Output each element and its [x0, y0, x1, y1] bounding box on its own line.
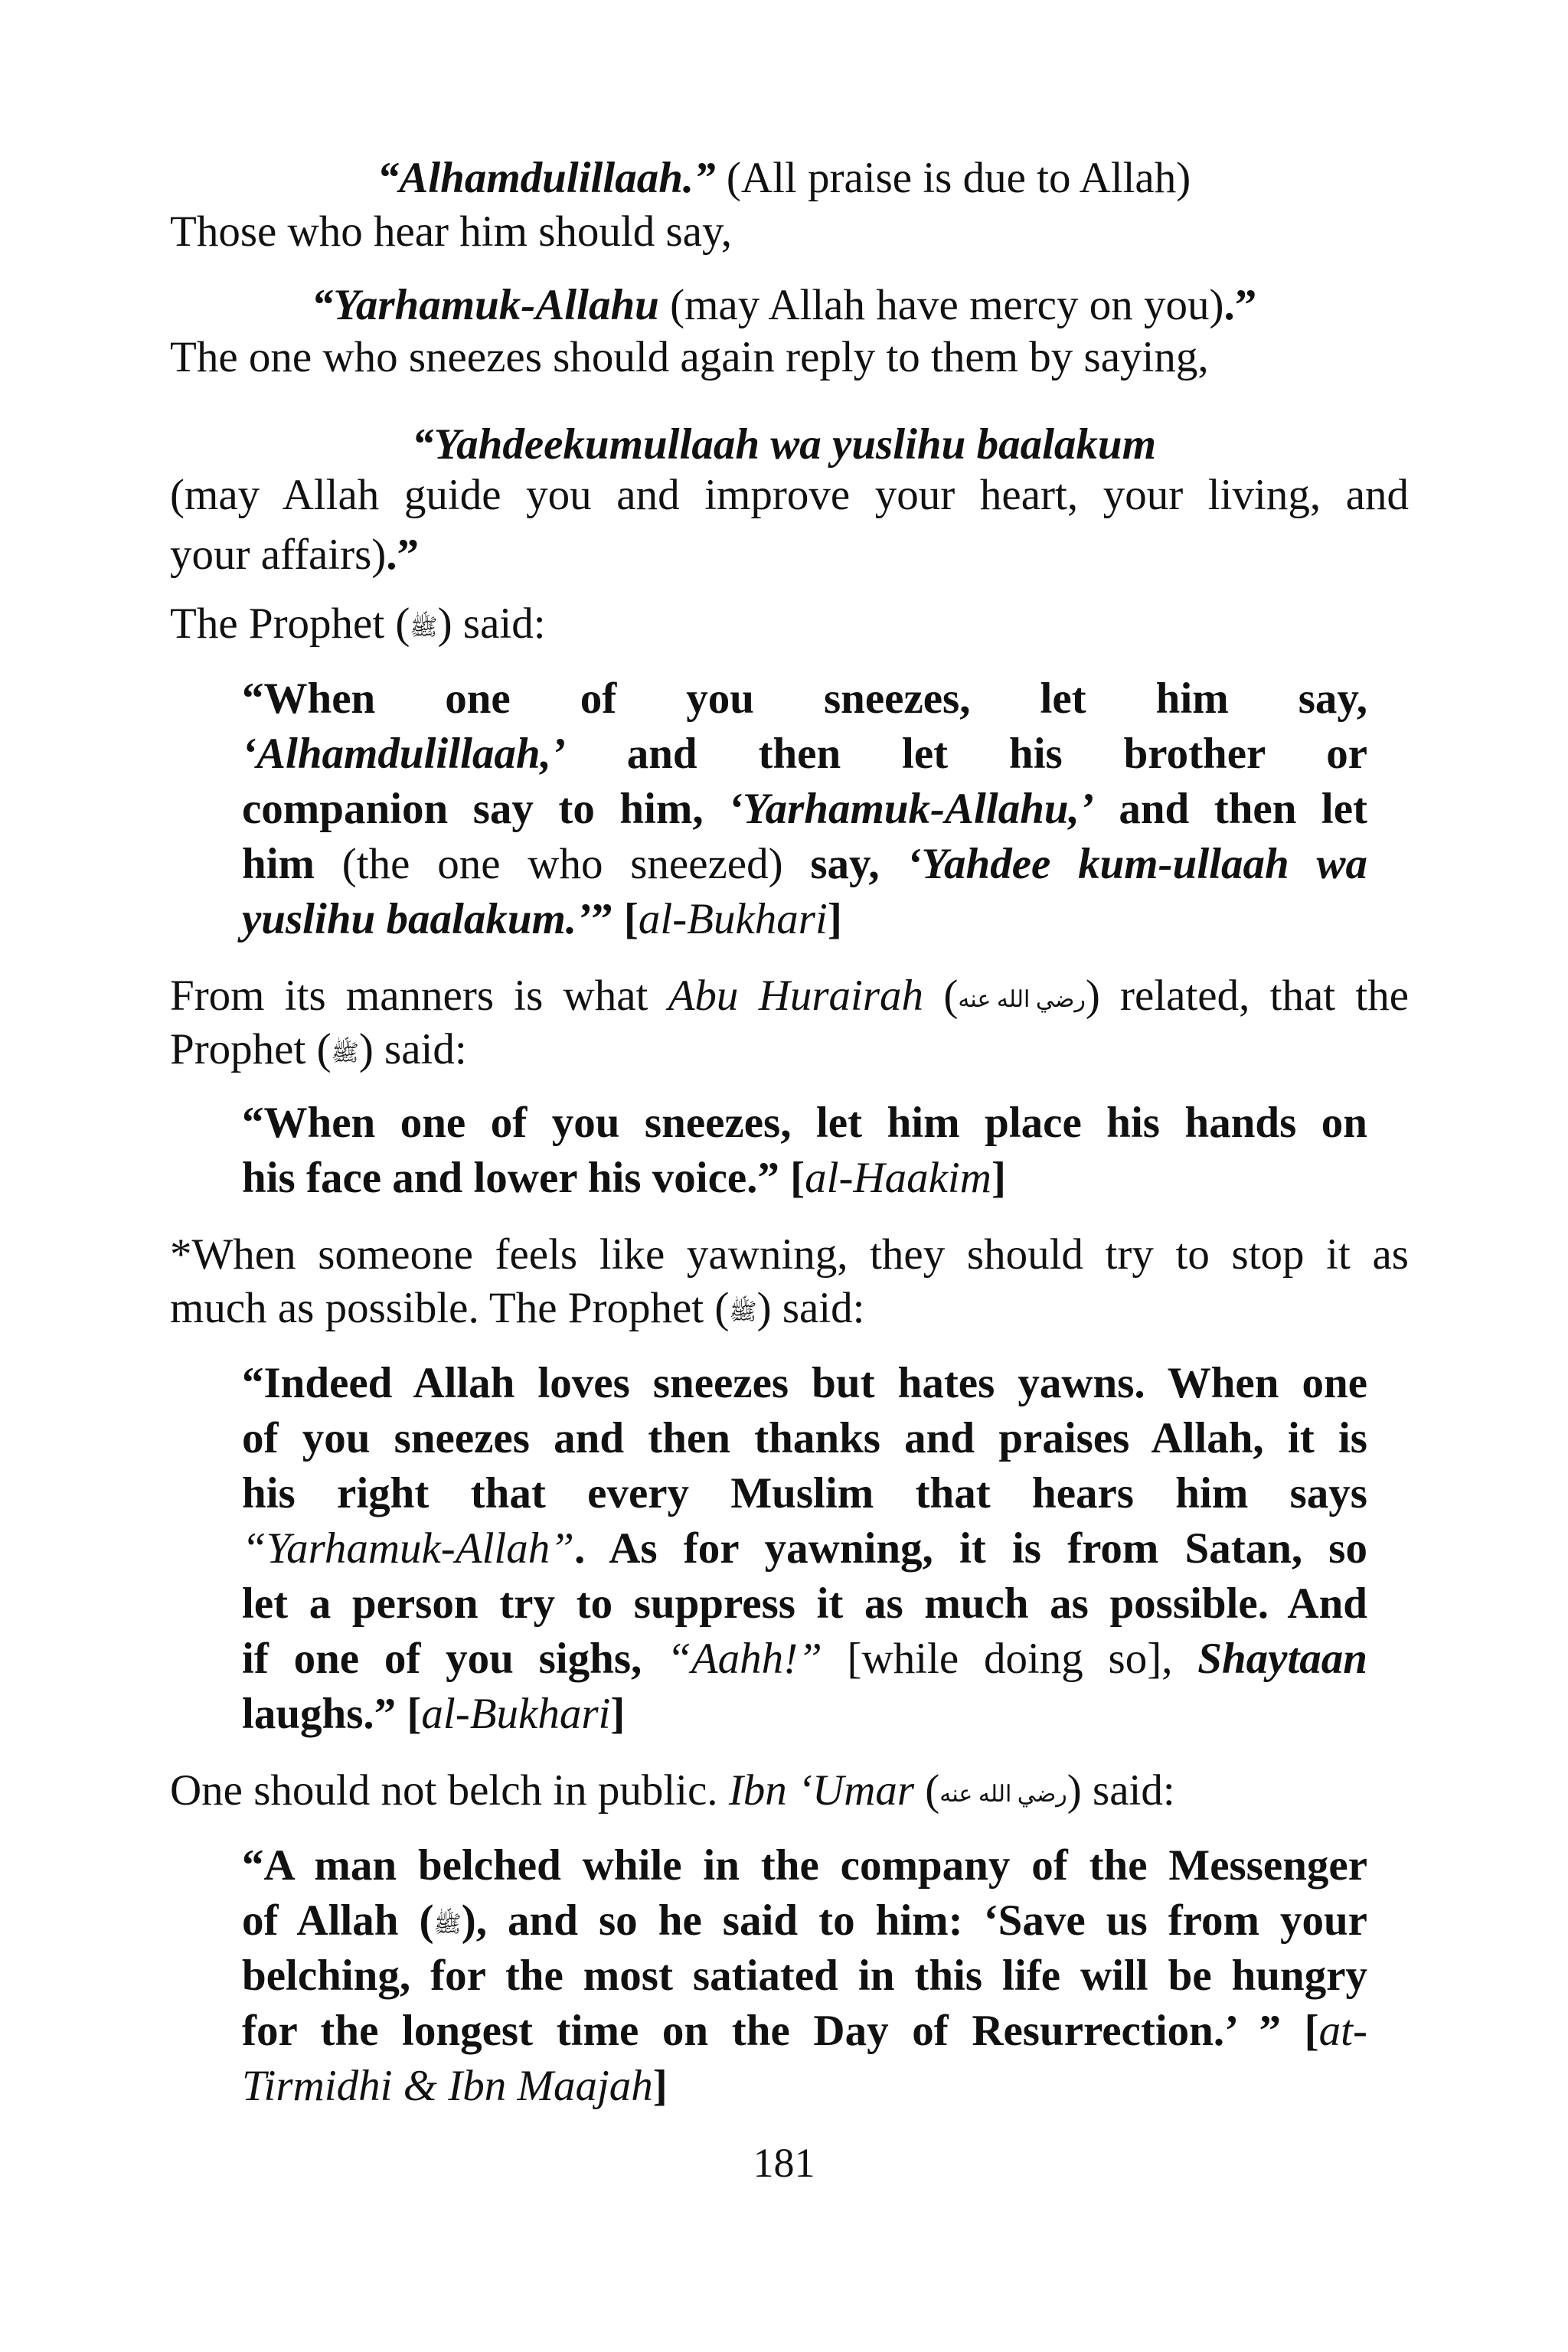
text-line — [170, 205, 732, 259]
hadith-quote-line — [242, 1632, 1367, 1686]
text-span: say, — [810, 840, 907, 888]
hadith-quote-line — [242, 727, 1367, 781]
text-line — [170, 1023, 467, 1076]
ra-honorific-icon: رضي الله عنه — [939, 1781, 1067, 1807]
arabic-phrase: Shaytaan — [1197, 1635, 1368, 1683]
text-span: for the longest time on the Day of Resurrection.’ ” [ — [242, 2007, 1319, 2055]
text-span: your affairs) — [170, 531, 387, 579]
text-span: ) said: — [756, 1284, 865, 1332]
text-span: ” [ — [591, 895, 639, 943]
text-span: much as possible. The Prophet ( — [170, 1284, 730, 1332]
source-citation: at- — [1318, 2007, 1367, 2055]
source-citation: al-Haakim — [805, 1154, 991, 1202]
text-span: Prophet ( — [170, 1025, 332, 1073]
hadith-quote-line — [242, 838, 1367, 891]
text-span: “When one of you sneezes, let him say, — [242, 675, 1367, 723]
hadith-quote-line — [242, 1152, 1367, 1205]
text-span: and then let his brother or — [565, 730, 1367, 778]
text-line — [170, 469, 1409, 522]
text-span: and then let — [1093, 785, 1367, 833]
arabic-phrase: “Aahh!” — [667, 1635, 822, 1683]
text-span: “A man belched while in the company of the Messenger — [242, 1841, 1367, 1890]
text-span: laughs.” [ — [242, 1690, 422, 1738]
text-span: ] — [827, 895, 842, 943]
text-span: “When one of you sneezes, let him place his hands on — [242, 1099, 1367, 1147]
text-span: ( — [914, 1766, 940, 1815]
text-span: ( — [923, 972, 959, 1020]
ra-honorific-icon: رضي الله عنه — [958, 986, 1086, 1012]
text-span: if one of you sighs, — [242, 1635, 668, 1683]
text-span: his right that every Muslim that hears him says — [242, 1469, 1367, 1517]
hadith-quote-line — [242, 1096, 1367, 1150]
hadith-quote-line — [242, 1687, 1367, 1741]
text-span: ] — [610, 1690, 626, 1738]
hadith-quote-line — [242, 1522, 1367, 1576]
hadith-quote-line — [242, 672, 1367, 726]
text-span: companion say to him, — [242, 785, 729, 833]
translation: (All praise is due to Allah) — [715, 154, 1191, 202]
text-span: of you sneezes and then thanks and praises Allah, it is — [242, 1414, 1367, 1462]
text-span: ) related, that the — [1085, 972, 1409, 1020]
text-line — [170, 1228, 1409, 1282]
text-span: ) said: — [1067, 1766, 1175, 1815]
arabic-phrase: “Yarhamuk-Allah” — [242, 1524, 574, 1573]
text-span: ) said: — [358, 1025, 467, 1073]
text-span: ] — [652, 2062, 668, 2110]
text-line — [170, 528, 419, 582]
text-line — [170, 331, 1209, 384]
text-span: . As for yawning, it is from Satan, so — [573, 1524, 1367, 1573]
hadith-quote-line — [242, 1357, 1367, 1410]
closing-quote: .” — [386, 531, 419, 579]
hadith-quote-line — [242, 1467, 1367, 1521]
closing-quote: .” — [1223, 281, 1257, 329]
text-span: his face and lower his voice.” [ — [242, 1154, 805, 1202]
hadith-quote-line — [242, 1412, 1367, 1465]
text-line — [170, 1282, 864, 1335]
text-span: From its manners is what — [170, 972, 668, 1020]
pbuh-honorific-icon: ﷺ — [331, 1040, 359, 1066]
text-span: The Prophet ( — [170, 599, 410, 648]
text-span: Those who hear him should say, — [170, 207, 733, 256]
arabic-phrase: ‘Yarhamuk-Allahu,’ — [728, 785, 1094, 833]
line-yarhamuk — [0, 279, 1568, 332]
hadith-quote-line — [242, 1949, 1367, 2003]
arabic-phrase: yuslihu baalakum.’ — [242, 895, 592, 943]
hadith-quote-line — [242, 782, 1367, 836]
line-alhamdulillah — [0, 152, 1568, 205]
arabic-phrase: “Yarhamuk-Allahu — [311, 281, 659, 329]
text-span: of Allah ( — [242, 1896, 434, 1945]
pbuh-honorific-icon: ﷺ — [729, 1298, 757, 1325]
hadith-quote-line — [242, 1839, 1367, 1893]
pbuh-honorific-icon: ﷺ — [410, 614, 438, 640]
text-line — [170, 969, 1409, 1023]
text-span: (may Allah guide you and improve your heart, your living, and — [170, 471, 1409, 519]
hadith-quote-line — [242, 1577, 1367, 1631]
hadith-quote-line — [242, 2004, 1367, 2058]
text-span: [while doing so], — [822, 1635, 1198, 1683]
pbuh-honorific-icon: ﷺ — [433, 1911, 462, 1937]
translation: (may Allah have mercy on you) — [658, 281, 1224, 329]
text-span: him — [242, 840, 315, 888]
source-citation: Tirmidhi & Ibn Maajah — [242, 2062, 653, 2110]
text-span: One should not belch in public. — [170, 1766, 729, 1815]
text-span: belching, for the most satiated in this life will be hungry — [242, 1952, 1367, 2000]
line-yahdeekum — [0, 418, 1568, 472]
hadith-quote-line — [242, 893, 1367, 946]
text-span: (the one who sneezed) — [315, 840, 811, 888]
source-citation: al-Bukhari — [638, 895, 828, 943]
arabic-phrase: ‘Yahdee kum-ullaah wa — [906, 840, 1367, 888]
text-span: The one who sneezes should again reply to them by saying, — [170, 333, 1209, 381]
text-line — [170, 1764, 1175, 1818]
arabic-phrase: “Yahdeekumullaah wa yuslihu baalakum — [412, 420, 1156, 469]
text-line — [170, 597, 546, 651]
text-span: let a person try to suppress it as much as possible. And — [242, 1579, 1367, 1628]
text-span: ] — [991, 1154, 1006, 1202]
page-number: 181 — [753, 2140, 815, 2186]
hadith-quote-line — [242, 2060, 1367, 2113]
text-span: ), and so he said to him: ‘Save us from your — [461, 1896, 1367, 1945]
text-span: “Indeed Allah loves sneezes but hates yawns. When one — [242, 1359, 1367, 1407]
text-span: ) said: — [437, 599, 546, 648]
arabic-phrase: ‘Alhamdulillaah,’ — [242, 730, 566, 778]
text-span: *When someone feels like yawning, they should try to stop it as — [170, 1230, 1409, 1279]
hadith-quote-line — [242, 1894, 1367, 1948]
source-citation: al-Bukhari — [421, 1690, 611, 1738]
narrator-name: Ibn ‘Umar — [728, 1766, 915, 1815]
narrator-name: Abu Hurairah — [668, 972, 924, 1020]
arabic-phrase: “Alhamdulillaah.” — [377, 154, 716, 202]
